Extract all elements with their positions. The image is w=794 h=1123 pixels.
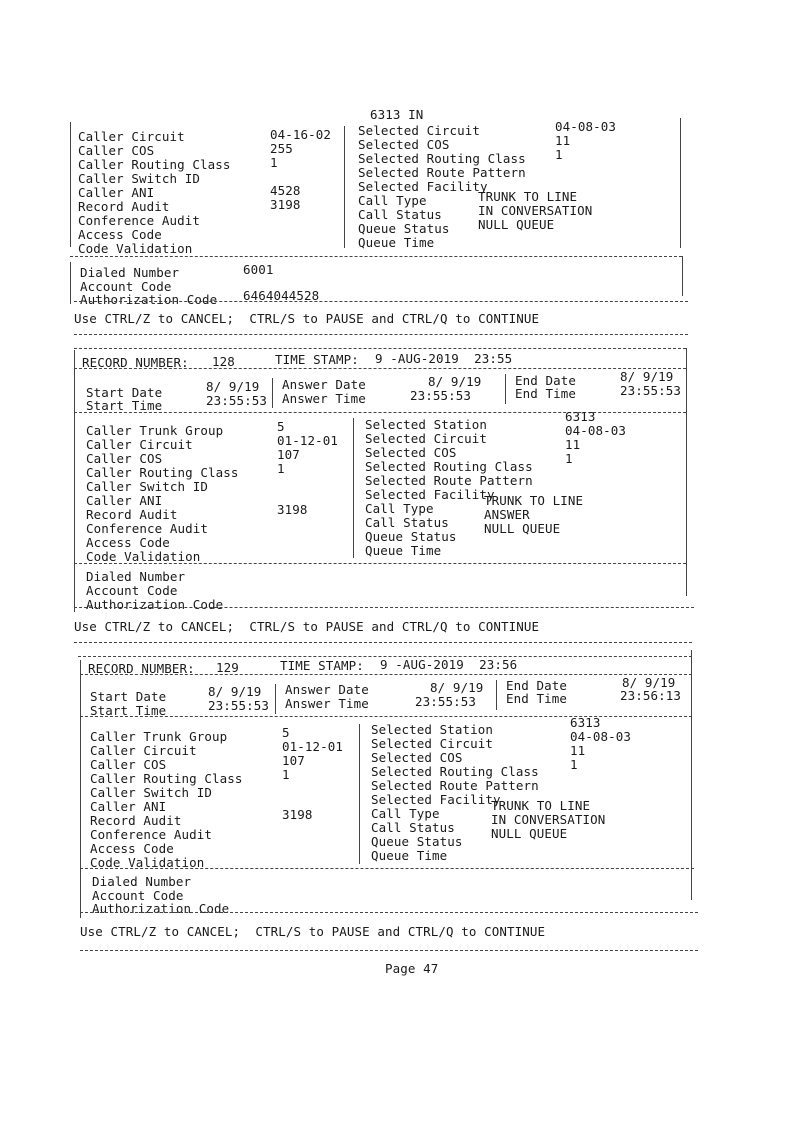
field-value: 6313 — [565, 409, 596, 424]
end-date: 8/ 9/19 — [622, 675, 676, 690]
field-label: Caller Circuit — [86, 437, 193, 452]
field-label: Queue Time — [358, 235, 435, 250]
divider — [70, 256, 682, 257]
footer-prompt: Use CTRL/Z to CANCEL; CTRL/S to PAUSE and CTRL/Q to CONTINUE — [74, 311, 540, 326]
field-value: 255 — [270, 141, 293, 156]
field-value: 1 — [555, 147, 563, 162]
field-label: Selected Station — [365, 417, 488, 432]
column-divider — [496, 680, 497, 710]
field-label: Caller COS — [78, 143, 155, 158]
field-label: Caller ANI — [78, 185, 155, 200]
end-date: 8/ 9/19 — [620, 369, 674, 384]
field-label: Access Code — [78, 227, 162, 242]
field-label: Caller Switch ID — [78, 171, 201, 186]
field-value: IN CONVERSATION — [478, 203, 593, 218]
timestamp-label: TIME STAMP: — [280, 658, 364, 673]
record-number: 128 — [212, 354, 235, 369]
field-value: 1 — [277, 461, 285, 476]
field-label: Caller Routing Class — [78, 157, 231, 172]
divider — [74, 334, 688, 335]
field-label: Dialed Number — [86, 569, 186, 584]
field-label: Caller ANI — [86, 493, 163, 508]
field-label: Dialed Number — [92, 874, 192, 889]
field-value: TRUNK TO LINE — [491, 798, 591, 813]
field-value: NULL QUEUE — [478, 217, 555, 232]
field-value: 04-08-03 — [565, 423, 627, 438]
field-label: Caller COS — [90, 757, 167, 772]
field-label: Queue Time — [371, 848, 448, 863]
field-value: 01-12-01 — [282, 739, 344, 754]
record-number-label: RECORD NUMBER: — [88, 661, 195, 676]
field-label: Caller Circuit — [78, 129, 185, 144]
field-label: Call Type — [371, 806, 440, 821]
field-value: 4528 — [270, 183, 301, 198]
field-label: Selected Route Pattern — [371, 778, 539, 793]
field-label: Selected COS — [358, 137, 450, 152]
top-header-line: 6313 IN — [370, 107, 424, 122]
field-label: Queue Status — [371, 834, 463, 849]
divider — [80, 674, 692, 675]
field-label: Caller Switch ID — [90, 785, 213, 800]
field-value: 3198 — [277, 502, 308, 517]
field-label: Selected Facility — [358, 179, 488, 194]
left-border — [70, 122, 71, 247]
field-value: 1 — [282, 767, 290, 782]
field-value: TRUNK TO LINE — [478, 189, 578, 204]
divider — [74, 348, 686, 349]
field-label: Selected Routing Class — [365, 459, 533, 474]
field-value: 3198 — [270, 197, 301, 212]
page-number: Page 47 — [385, 961, 439, 976]
field-label: Code Validation — [90, 855, 205, 870]
answer-time-label: Answer Time — [282, 391, 366, 406]
field-label: Account Code — [80, 279, 172, 294]
field-label: Caller Trunk Group — [90, 729, 228, 744]
field-value: 1 — [565, 451, 573, 466]
field-label: Caller Trunk Group — [86, 423, 224, 438]
divider — [80, 950, 698, 951]
field-value: 11 — [570, 743, 586, 758]
field-label: Code Validation — [78, 241, 193, 256]
field-label: Authorization Code — [80, 292, 218, 307]
timestamp-label: TIME STAMP: — [275, 352, 359, 367]
field-label: Caller Routing Class — [90, 771, 243, 786]
field-label: Call Status — [358, 207, 442, 222]
right-border — [686, 348, 687, 596]
left-border — [80, 660, 81, 918]
field-value: 5 — [282, 725, 290, 740]
field-label: Call Type — [358, 193, 427, 208]
left-border — [70, 262, 71, 304]
answer-date: 8/ 9/19 — [430, 680, 484, 695]
start-time: 23:55:53 — [208, 698, 270, 713]
right-border — [691, 650, 692, 900]
field-label: Selected Facility — [371, 792, 501, 807]
start-date: 8/ 9/19 — [206, 379, 260, 394]
field-value: 1 — [270, 155, 278, 170]
answer-time: 23:55:53 — [415, 694, 477, 709]
field-label: Conference Audit — [78, 213, 201, 228]
column-divider — [272, 378, 273, 408]
field-value: 04-16-02 — [270, 127, 332, 142]
field-value: 6313 — [570, 715, 601, 730]
start-time-label: Start Time — [90, 703, 167, 718]
field-label: Selected Station — [371, 722, 494, 737]
answer-date-label: Answer Date — [285, 682, 369, 697]
left-border — [74, 350, 75, 612]
field-label: Call Type — [365, 501, 434, 516]
divider — [74, 368, 686, 369]
right-border — [680, 118, 681, 248]
column-divider — [353, 418, 354, 558]
start-date: 8/ 9/19 — [208, 684, 262, 699]
field-label: Caller Circuit — [90, 743, 197, 758]
field-label: Record Audit — [86, 507, 178, 522]
field-label: Selected Circuit — [365, 431, 488, 446]
field-label: Queue Time — [365, 543, 442, 558]
start-date-label: Start Date — [90, 689, 167, 704]
field-label: Queue Status — [358, 221, 450, 236]
field-value: 6001 — [243, 262, 274, 277]
column-divider — [275, 684, 276, 714]
right-border — [682, 256, 683, 296]
field-label: Call Status — [365, 515, 449, 530]
field-label: Selected Circuit — [358, 123, 481, 138]
field-value: TRUNK TO LINE — [484, 493, 584, 508]
divider — [80, 868, 694, 869]
field-value: NULL QUEUE — [491, 826, 568, 841]
field-label: Caller Switch ID — [86, 479, 209, 494]
field-label: Caller Routing Class — [86, 465, 239, 480]
divider — [74, 301, 688, 302]
end-time: 23:55:53 — [620, 383, 682, 398]
field-label: Selected COS — [371, 750, 463, 765]
field-value: 11 — [565, 437, 581, 452]
field-value: 6464044528 — [243, 288, 320, 303]
column-divider — [344, 126, 345, 248]
field-value: 107 — [277, 447, 300, 462]
end-date-label: End Date — [506, 678, 568, 693]
record-number-label: RECORD NUMBER: — [82, 355, 189, 370]
field-label: Selected Circuit — [371, 736, 494, 751]
end-time: 23:56:13 — [620, 688, 682, 703]
field-value: 3198 — [282, 807, 313, 822]
start-time-label: Start Time — [86, 398, 163, 413]
field-value: 11 — [555, 133, 571, 148]
field-label: Access Code — [90, 841, 174, 856]
field-value: 5 — [277, 419, 285, 434]
field-label: Selected Facility — [365, 487, 495, 502]
field-value: 01-12-01 — [277, 433, 339, 448]
end-date-label: End Date — [515, 373, 577, 388]
field-value: NULL QUEUE — [484, 521, 561, 536]
field-value: IN CONVERSATION — [491, 812, 606, 827]
field-label: Code Validation — [86, 549, 201, 564]
field-label: Caller COS — [86, 451, 163, 466]
column-divider — [505, 374, 506, 404]
divider — [74, 642, 692, 643]
footer-prompt: Use CTRL/Z to CANCEL; CTRL/S to PAUSE and CTRL/Q to CONTINUE — [74, 619, 540, 634]
field-value: 04-08-03 — [570, 729, 632, 744]
footer-prompt: Use CTRL/Z to CANCEL; CTRL/S to PAUSE and CTRL/Q to CONTINUE — [80, 924, 546, 939]
answer-time-label: Answer Time — [285, 696, 369, 711]
answer-date: 8/ 9/19 — [428, 374, 482, 389]
field-label: Dialed Number — [80, 265, 180, 280]
field-label: Queue Status — [365, 529, 457, 544]
field-label: Selected Routing Class — [358, 151, 526, 166]
field-label: Call Status — [371, 820, 455, 835]
timestamp: 9 -AUG-2019 23:56 — [380, 657, 518, 672]
divider — [74, 563, 686, 564]
field-label: Record Audit — [78, 199, 170, 214]
answer-date-label: Answer Date — [282, 377, 366, 392]
column-divider — [359, 724, 360, 864]
field-label: Conference Audit — [90, 827, 213, 842]
start-time: 23:55:53 — [206, 393, 268, 408]
field-value: 107 — [282, 753, 305, 768]
answer-time: 23:55:53 — [410, 388, 472, 403]
field-label: Selected Route Pattern — [365, 473, 533, 488]
field-label: Account Code — [86, 583, 178, 598]
field-label: Authorization Code — [86, 597, 224, 612]
field-label: Account Code — [92, 888, 184, 903]
divider — [80, 912, 698, 913]
end-time-label: End Time — [515, 386, 577, 401]
end-time-label: End Time — [506, 691, 568, 706]
field-label: Access Code — [86, 535, 170, 550]
record-number: 129 — [216, 660, 239, 675]
field-value: 04-08-03 — [555, 119, 617, 134]
start-date-label: Start Date — [86, 385, 163, 400]
field-label: Record Audit — [90, 813, 182, 828]
field-label: Selected Route Pattern — [358, 165, 526, 180]
divider — [74, 607, 694, 608]
field-label: Caller ANI — [90, 799, 167, 814]
field-value: ANSWER — [484, 507, 530, 522]
field-label: Selected COS — [365, 445, 457, 460]
timestamp: 9 -AUG-2019 23:55 — [375, 351, 513, 366]
field-label: Authorization Code — [92, 901, 230, 916]
field-value: 1 — [570, 757, 578, 772]
field-label: Conference Audit — [86, 521, 209, 536]
field-label: Selected Routing Class — [371, 764, 539, 779]
